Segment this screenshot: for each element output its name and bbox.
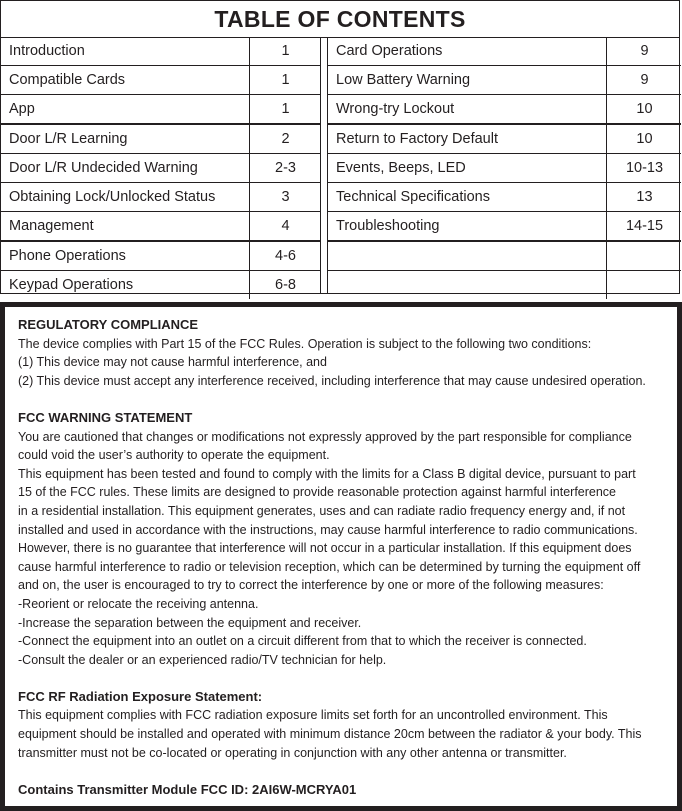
rf-exposure-line: This equipment complies with FCC radiation exposure limits set forth for an uncontrolled environment. This [18, 708, 608, 723]
toc-row [1, 95, 320, 125]
toc-entry-title: Troubleshooting [336, 218, 440, 234]
toc-entry-title: Technical Specifications [336, 189, 490, 205]
toc-entry-page: 2 [249, 125, 321, 153]
spacer [18, 762, 678, 781]
toc-row [328, 183, 681, 212]
fcc-warning-line: 15 of the FCC rules. These limits are designed to provide reasonable protection against harmful interference [18, 485, 617, 500]
table-of-contents [0, 0, 680, 294]
fcc-warning-heading: FCC WARNING STATEMENT [18, 409, 193, 425]
fcc-warning-line: -Connect the equipment into an outlet on a circuit different from that to which the receiver is connected. [18, 634, 587, 649]
regulatory-text [18, 316, 678, 799]
toc-entry-page: 10-13 [606, 154, 682, 182]
fcc-warning-line: -Reorient or relocate the receiving antenna. [18, 596, 259, 611]
fcc-warning-line: in a residential installation. This equipment generates, uses and can radiate radio frequency energy and, if not [18, 503, 626, 518]
toc-entry-page: 9 [606, 37, 682, 65]
toc-entry-page: 4-6 [249, 242, 321, 270]
rf-exposure-heading: FCC RF Radiation Exposure Statement: [18, 688, 263, 704]
toc-entry-page: 10 [606, 95, 682, 123]
toc-entry-title: Introduction [9, 43, 85, 59]
transmitter-module-id: Contains Transmitter Module FCC ID: 2AI6W-MCRYA01 [18, 781, 357, 797]
toc-row [1, 183, 320, 212]
fcc-warning-line: However, there is no guarantee that interference will not occur in a particular installation. If this equipment does [18, 541, 632, 556]
toc-title: TABLE OF CONTENTS [1, 1, 679, 38]
toc-entry-title: Compatible Cards [9, 72, 126, 88]
toc-row [328, 154, 681, 183]
toc-entry-title: Events, Beeps, LED [336, 160, 466, 176]
fcc-warning-line: installed and used in accordance with the instructions, may cause harmful interference to radio communications. [18, 522, 638, 537]
toc-entry-title: Phone Operations [9, 248, 126, 264]
toc-row [1, 37, 320, 66]
spacer [18, 390, 678, 409]
fcc-warning-line: -Increase the separation between the equipment and receiver. [18, 615, 362, 630]
toc-entry-title: Door L/R Undecided Warning [9, 160, 198, 176]
toc-entry-page: 1 [249, 37, 321, 65]
regulatory-box [0, 302, 682, 811]
fcc-warning-line: and on, the user is encouraged to try to correct the interference by one or more of the following measures: [18, 578, 604, 593]
toc-entry-page: 6-8 [249, 271, 321, 299]
toc-entry-page: 10 [606, 125, 682, 153]
toc-row [1, 271, 320, 299]
toc-entry-title: Return to Factory Default [336, 131, 498, 147]
toc-entry-title: Obtaining Lock/Unlocked Status [9, 189, 216, 205]
toc-entry-page [606, 242, 682, 270]
toc-row [328, 212, 681, 242]
toc-entry-title: Management [9, 218, 94, 234]
spacer [18, 669, 678, 688]
regulatory-line: The device complies with Part 15 of the FCC Rules. Operation is subject to the following two conditions: [18, 336, 592, 351]
toc-entry-title: Card Operations [336, 43, 443, 59]
toc-entry-title: Low Battery Warning [336, 72, 471, 88]
toc-entry-page: 3 [249, 183, 321, 211]
toc-row [328, 242, 681, 271]
toc-entry-page: 1 [249, 66, 321, 94]
toc-entry-page: 14-15 [606, 212, 682, 240]
toc-entry-page: 2-3 [249, 154, 321, 182]
toc-entry-page: 4 [249, 212, 321, 240]
toc-row [1, 154, 320, 183]
toc-row [1, 212, 320, 242]
fcc-warning-line: -Consult the dealer or an experienced radio/TV technician for help. [18, 652, 387, 667]
toc-left-column [1, 37, 321, 294]
toc-entry-title: Keypad Operations [9, 277, 134, 293]
fcc-warning-line: You are cautioned that changes or modifications not expressly approved by the part responsible for compliance [18, 429, 632, 444]
toc-entry-page: 9 [606, 66, 682, 94]
toc-row [1, 125, 320, 154]
toc-row [328, 125, 681, 154]
rf-exposure-line: equipment should be installed and operated with minimum distance 20cm between the radiator & your body. This [18, 727, 642, 742]
toc-entry-page: 13 [606, 183, 682, 211]
toc-row [1, 66, 320, 95]
rf-exposure-line: transmitter must not be co-located or operating in conjunction with any other antenna or transmitter. [18, 745, 567, 760]
fcc-warning-line: This equipment has been tested and found to comply with the limits for a Class B digital device, pursuant to part [18, 466, 636, 481]
regulatory-line: (2) This device must accept any interference received, including interference that may cause undesired operation. [18, 373, 646, 388]
regulatory-line: (1) This device may not cause harmful interference, and [18, 355, 327, 370]
toc-entry-page [606, 271, 682, 299]
toc-entry-title: Door L/R Learning [9, 131, 128, 147]
toc-row [1, 242, 320, 271]
fcc-warning-line: cause harmful interference to radio or television reception, which can be determined by turning the equipment off [18, 559, 641, 574]
toc-right-column [327, 37, 681, 294]
regulatory-heading: REGULATORY COMPLIANCE [18, 317, 199, 332]
toc-entry-page: 1 [249, 95, 321, 123]
toc-entry-title: Wrong-try Lockout [336, 101, 455, 117]
toc-row [328, 95, 681, 125]
toc-row [328, 37, 681, 66]
fcc-warning-line: could void the user’s authority to operate the equipment. [18, 448, 330, 463]
toc-entry-title: App [9, 101, 35, 117]
toc-row [328, 66, 681, 95]
toc-row [328, 271, 681, 299]
